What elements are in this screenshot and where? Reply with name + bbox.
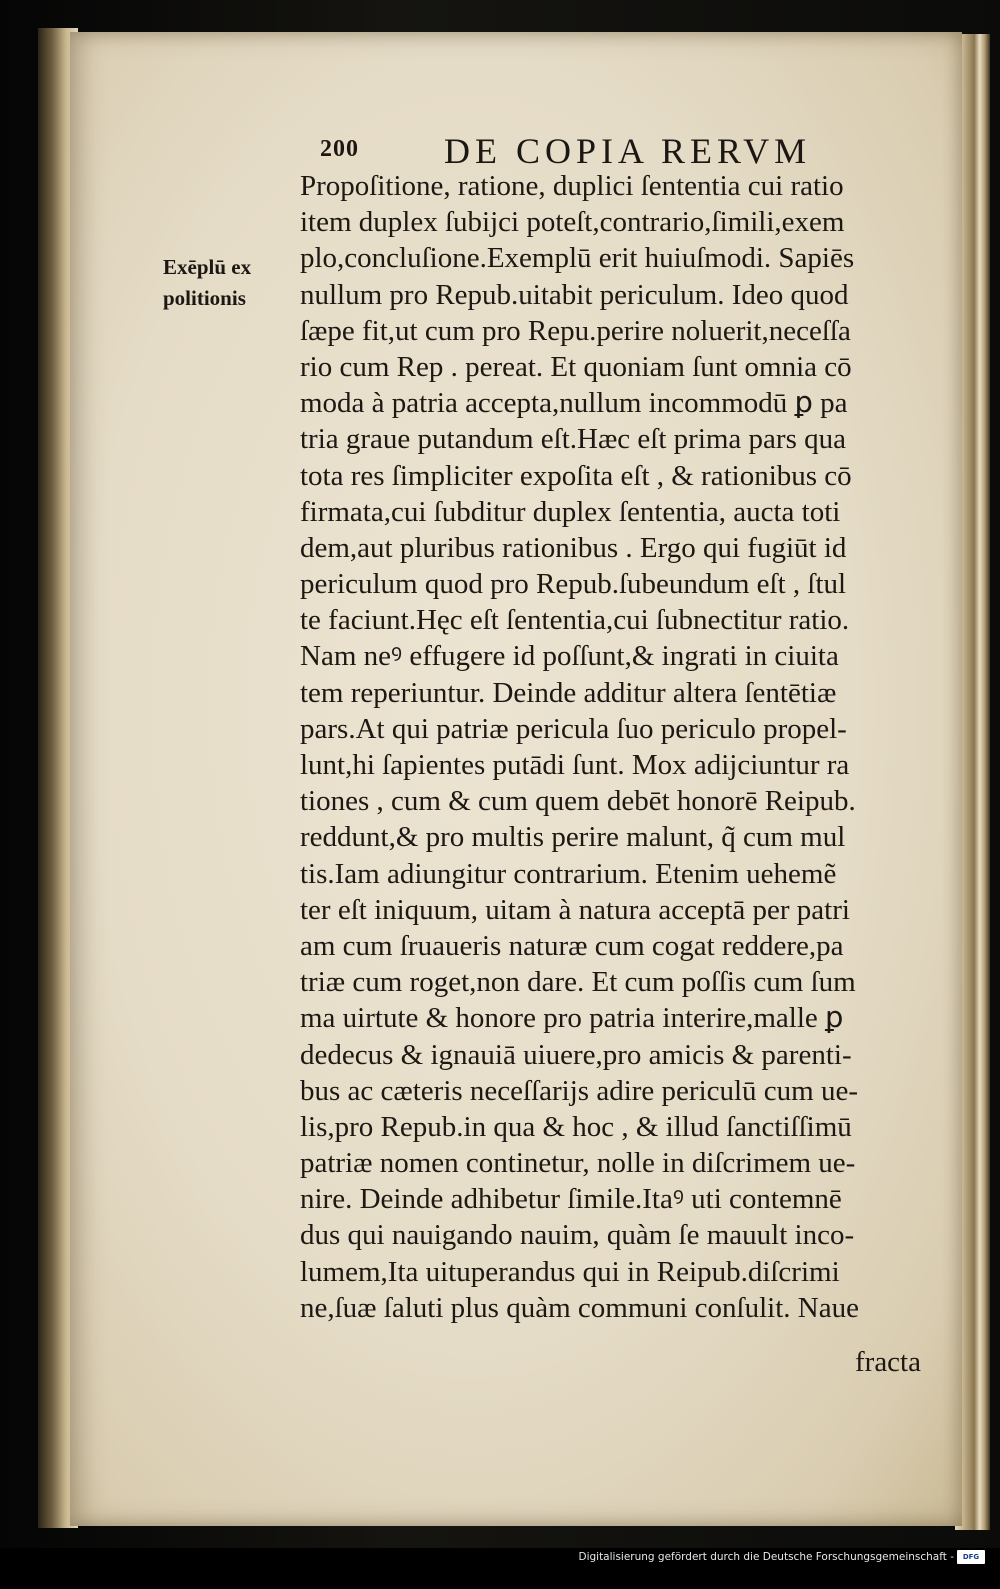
text-line: am cum ſruaueris naturæ cum cogat reddere,pa bbox=[300, 929, 844, 962]
dfg-logo-text: DFG bbox=[962, 1553, 980, 1561]
digitization-credit: Digitalisierung gefördert durch die Deutsche Forschungsgemeinschaft - bbox=[578, 1551, 954, 1563]
body-text bbox=[300, 168, 964, 1326]
text-line: ma uirtute & honore pro patria interire,malle ꝑ bbox=[300, 1002, 844, 1035]
text-line: ne,ſuæ ſaluti plus quàm communi conſulit. Naue bbox=[300, 1291, 859, 1324]
text-line: moda à patria accepta,nullum incommodū ꝑ pa bbox=[300, 387, 848, 420]
text-line: pars.At qui patriæ pericula ſuo periculo propel- bbox=[300, 712, 847, 745]
catchword: fracta bbox=[855, 1346, 921, 1378]
text-line: Nam neꝰ effugere id poſſunt,& ingrati in ciuita bbox=[300, 640, 839, 673]
marginal-note-line: politionis bbox=[163, 286, 246, 310]
text-line: periculum quod pro Repub.ſubeundum eſt , ſtul bbox=[300, 568, 847, 601]
text-line: ſæpe fit,ut cum pro Repu.perire noluerit,neceſſa bbox=[300, 314, 851, 347]
text-line: firmata,cui ſubditur duplex ſententia, aucta toti bbox=[300, 495, 841, 528]
marginal-note bbox=[163, 252, 303, 314]
text-line: tem reperiuntur. Deinde additur altera ſentētiæ bbox=[300, 676, 837, 709]
text-line: tota res ſimpliciter expoſita eſt , & rationibus cō bbox=[300, 459, 852, 492]
text-line: plo,concluſione.Exemplū erit huiuſmodi. Sapiēs bbox=[300, 242, 855, 275]
text-line: item duplex ſubijci poteſt,contrario,ſimili,exem bbox=[300, 206, 845, 239]
text-line: rio cum Rep . pereat. Et quoniam ſunt omnia cō bbox=[300, 350, 852, 383]
text-line: dem,aut pluribus rationibus . Ergo qui fugiūt id bbox=[300, 531, 847, 564]
running-title: DE COPIA RERVM bbox=[444, 131, 812, 171]
text-line: tiones , cum & cum quem debēt honorē Reipub. bbox=[300, 785, 856, 818]
text-line: reddunt,& pro multis perire malunt, q̃ cum mul bbox=[300, 821, 846, 854]
page-number: 200 bbox=[320, 136, 359, 162]
text-line: tria graue putandum eſt.Hæc eſt prima pars qua bbox=[300, 423, 846, 456]
text-line: bus ac cæteris neceſſarijs adire periculū cum ue- bbox=[300, 1074, 859, 1107]
text-line: patriæ nomen continetur, nolle in diſcrimem ue- bbox=[300, 1147, 856, 1180]
text-line: lunt,hi ſapientes putādi ſunt. Mox adijciuntur ra bbox=[300, 749, 850, 781]
text-line: dedecus & ignauiā uiuere,pro amicis & parenti- bbox=[300, 1038, 852, 1071]
marginal-note-line: Exēplū ex bbox=[163, 255, 252, 279]
text-line: tis.Iam adiungitur contrarium. Etenim uehemẽ bbox=[300, 857, 837, 890]
text-line: ter eſt iniquum, uitam à natura acceptā per patri bbox=[300, 893, 850, 926]
text-line: nullum pro Repub.uitabit periculum. Ideo quod bbox=[300, 278, 849, 311]
text-line: lis,pro Repub.in qua & hoc , & illud ſanctiſſimū bbox=[300, 1110, 852, 1143]
dfg-logo bbox=[957, 1550, 985, 1564]
text-line: lumem,Ita uituperandus qui in Reipub.diſcrimi bbox=[300, 1255, 840, 1288]
text-line: te faciunt.Hęc eſt ſententia,cui ſubnectitur ratio. bbox=[300, 604, 850, 637]
text-line: nire. Deinde adhibetur ſimile.Itaꝰ uti contemnē bbox=[300, 1183, 842, 1216]
text-line: Propoſitione, ratione, duplici ſententia cui ratio bbox=[300, 170, 844, 202]
text-line: dus qui nauigando nauim, quàm ſe mauult inco- bbox=[300, 1219, 855, 1252]
text-line: triæ cum roget,non dare. Et cum poſſis cum ſum bbox=[300, 966, 856, 999]
